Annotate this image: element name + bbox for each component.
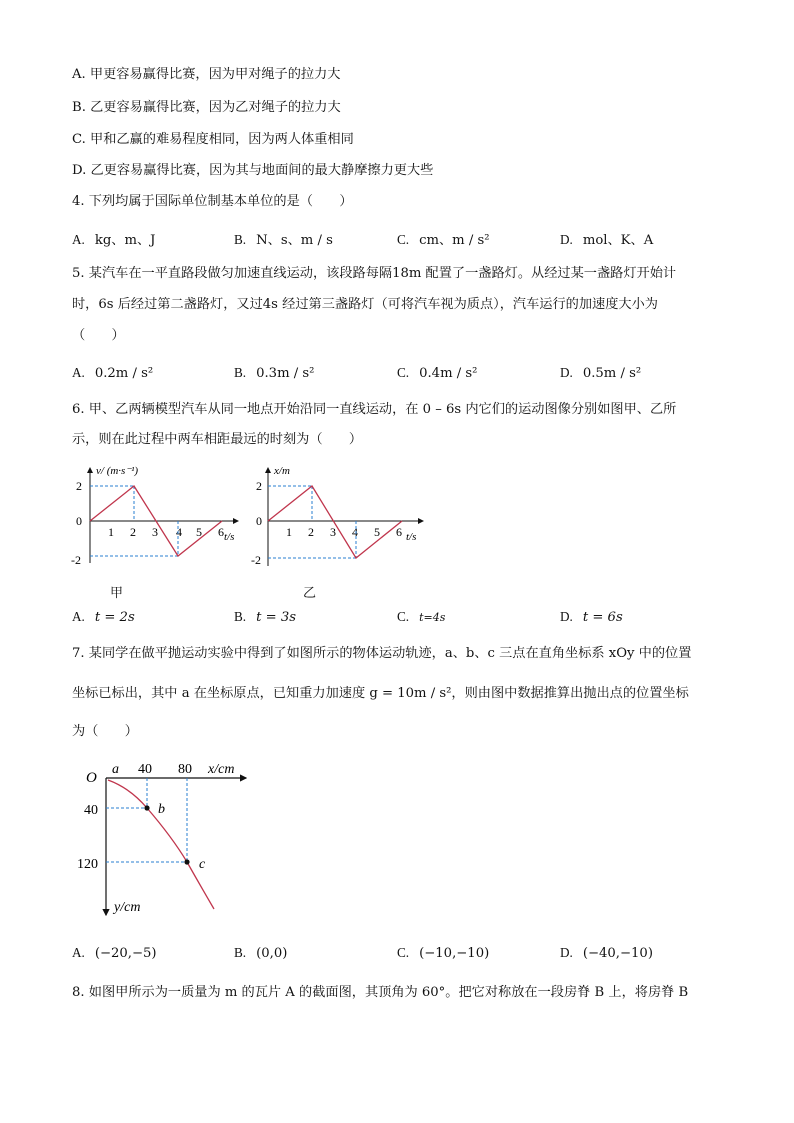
x-tick-label: 5: [374, 525, 380, 539]
q5-stem-line-1: 5. 某汽车在一平直路段做匀加速直线运动，该段路每隔18m 配置了一盏路灯。从经过某一盏路灯开始计: [72, 266, 677, 281]
option-text: t=4s: [419, 611, 446, 624]
position-curve: [268, 486, 402, 558]
x-tick-label: 5: [196, 525, 202, 539]
q5-option: [397, 365, 477, 381]
option-text: (−40,−10): [582, 946, 653, 961]
q7-stem-line-2: 坐标已标出，其中 a 在坐标原点，已知重力加速度 g = 10m / s²，则由图中数据推算出抛出点的位置坐标: [72, 686, 689, 701]
option-label: A.: [72, 232, 85, 247]
y-tick-label: -2: [251, 553, 261, 567]
option-label: B.: [234, 945, 247, 960]
y-axis-label: v/ (m·s⁻¹): [96, 465, 139, 477]
q7-option: [397, 945, 489, 961]
x-axis-label: x/cm: [208, 762, 235, 777]
y-tick-label: 120: [77, 857, 98, 872]
option-label: C.: [397, 232, 410, 247]
x-tick-label: 2: [130, 525, 136, 539]
x-axis-label: t/s: [406, 531, 417, 543]
q3-option-a: A. 甲更容易赢得比赛，因为甲对绳子的拉力大: [72, 67, 341, 82]
y-tick-label: 40: [84, 803, 98, 818]
q7-options: [72, 945, 732, 965]
y-tick-label: 2: [76, 479, 82, 493]
option-label: C.: [397, 365, 410, 380]
point-b: [144, 805, 149, 810]
option-label: D.: [560, 945, 573, 960]
option-text: N、s、m / s: [256, 233, 333, 248]
x-tick-label: 3: [330, 525, 336, 539]
y-tick-label: -2: [71, 553, 81, 567]
q6-options: [72, 609, 732, 629]
trajectory-figure: [72, 755, 262, 920]
y-tick-label: 0: [256, 514, 262, 528]
x-axis-label: t/s: [224, 531, 235, 543]
option-text: (−10,−10): [419, 946, 490, 961]
q4-option: [397, 229, 490, 248]
q4-option: [234, 229, 333, 248]
q5-stem-line-2: 时，6s 后经过第二盏路灯，又过4s 经过第三盏路灯（可将汽车视为质点），汽车运行的加速度大小为: [72, 297, 658, 312]
x-tick-label: 4: [176, 525, 182, 539]
q3-option-b: B. 乙更容易赢得比赛，因为乙对绳子的拉力大: [72, 100, 341, 115]
option-label: B.: [234, 232, 247, 247]
y-tick-label: 0: [76, 514, 82, 528]
q3-option-d: D. 乙更容易赢得比赛，因为其与地面间的最大静摩擦力更大些: [72, 163, 434, 178]
x-tick-label: 4: [352, 525, 358, 539]
q6-option: [560, 609, 623, 625]
y-tick-label: 2: [256, 479, 262, 493]
q5-option: [234, 365, 314, 381]
q7-option: [234, 945, 287, 961]
q6-stem-line-1: 6. 甲、乙两辆模型汽车从同一地点开始沿同一直线运动，在 0 – 6s 内它们的运动图像分别如图甲、乙所: [72, 402, 677, 417]
q4-stem: 4. 下列均属于国际单位制基本单位的是（ ）: [72, 194, 353, 209]
option-text: cm、m / s²: [419, 233, 490, 248]
y-axis-label: x/m: [274, 465, 290, 477]
option-label: D.: [560, 365, 573, 380]
x-tick-label: 80: [178, 762, 192, 777]
option-text: (−20,−5): [94, 946, 157, 961]
q4-option: [72, 229, 155, 248]
q8-stem-line-1: 8. 如图甲所示为一质量为 m 的瓦片 A 的截面图，其顶角为 60°。把它对称放在一段房脊 B 上，将房脊 B: [72, 985, 689, 1000]
option-text: 0.5m / s²: [582, 366, 642, 381]
origin-label: O: [86, 770, 97, 786]
option-text: kg、m、J: [94, 233, 156, 248]
q5-option: [560, 365, 641, 381]
point-label-c: c: [199, 857, 206, 872]
x-tick-label: 3: [152, 525, 158, 539]
x-tick-label: 6: [218, 525, 224, 539]
option-text: mol、K、A: [582, 233, 654, 248]
option-label: C.: [397, 945, 410, 960]
q5-stem-line-3: （ ）: [72, 328, 125, 343]
q6-stem-line-2: 示，则在此过程中两车相距最远的时刻为（ ）: [72, 432, 363, 447]
x-tick-label: 1: [286, 525, 292, 539]
option-label: C.: [397, 609, 410, 624]
q5-options: [72, 365, 732, 385]
vt-graph-figure: [70, 458, 245, 573]
option-text: t = 6s: [582, 610, 623, 625]
q7-option: [560, 945, 653, 961]
q7-stem-line-1: 7. 某同学在做平抛运动实验中得到了如图所示的物体运动轨迹，a、b、c 三点在直角坐标系 xOy 中的位置: [72, 646, 692, 661]
q6-option: [234, 609, 296, 625]
q7-stem-line-3: 为（ ）: [72, 724, 138, 739]
q4-option: [560, 229, 653, 248]
q7-option: [72, 945, 157, 961]
option-label: A.: [72, 945, 85, 960]
option-text: 0.2m / s²: [94, 366, 154, 381]
point-label-a: a: [112, 762, 119, 777]
option-text: t = 2s: [94, 610, 135, 625]
q6-option: [72, 609, 135, 625]
option-label: A.: [72, 365, 85, 380]
point-label-b: b: [158, 802, 165, 817]
figure-caption-jia: 甲: [110, 586, 124, 601]
option-label: B.: [234, 365, 247, 380]
option-label: A.: [72, 609, 85, 624]
option-label: B.: [234, 609, 247, 624]
option-text: 0.3m / s²: [256, 366, 315, 381]
x-tick-label: 6: [396, 525, 402, 539]
option-label: D.: [560, 609, 573, 624]
xt-graph-figure: [248, 458, 428, 573]
option-text: (0,0): [256, 946, 288, 961]
y-axis-label: y/cm: [114, 900, 141, 915]
point-c: [184, 859, 189, 864]
x-tick-label: 40: [138, 762, 152, 777]
trajectory-curve: [108, 780, 214, 909]
q3-option-c: C. 甲和乙赢的难易程度相同，因为两人体重相同: [72, 132, 354, 147]
option-label: D.: [560, 232, 573, 247]
figure-caption-yi: 乙: [303, 586, 317, 601]
x-tick-label: 2: [308, 525, 314, 539]
option-text: 0.4m / s²: [419, 366, 478, 381]
q4-options: [72, 229, 732, 249]
q5-option: [72, 365, 153, 381]
x-tick-label: 1: [108, 525, 114, 539]
q6-option: [397, 609, 445, 625]
option-text: t = 3s: [256, 610, 296, 625]
